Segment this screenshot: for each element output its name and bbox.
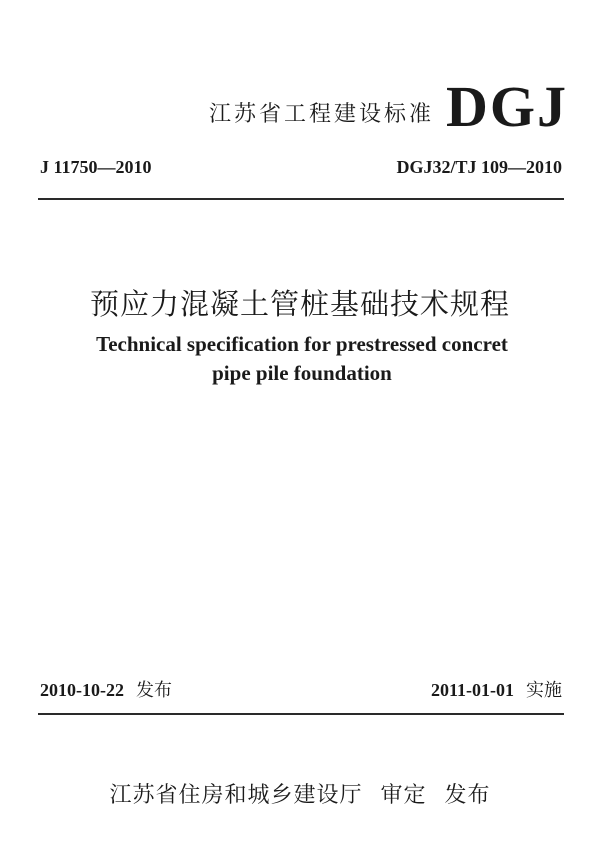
standard-number: DGJ32/TJ 109—2010 [396, 157, 562, 177]
effective-date-block [431, 676, 562, 702]
approve-label: 审定 [380, 783, 427, 808]
issue-date-block [40, 676, 172, 702]
title-english-line-1: Technical specification for prestressed concret [96, 332, 508, 356]
standard-category-name: 江苏省工程建设标准 [208, 102, 434, 127]
record-number: J 11750—2010 [40, 157, 152, 177]
publisher-line [0, 778, 600, 809]
title-english [0, 330, 600, 388]
publisher-issue-label: 发布 [444, 783, 491, 808]
bottom-divider [38, 713, 564, 715]
standard-header [0, 74, 568, 139]
issue-date: 2010-10-22 [40, 680, 124, 700]
title-chinese: 预应力混凝土管桩基础技术规程 [89, 287, 510, 321]
issue-label: 发布 [136, 680, 172, 701]
publisher-name: 江苏省住房和城乡建设厅 [109, 783, 363, 808]
effective-label: 实施 [526, 680, 562, 701]
top-divider [38, 198, 564, 200]
title-english-line-2: pipe pile foundation [212, 361, 392, 385]
effective-date: 2011-01-01 [431, 680, 514, 700]
standard-logo: DGJ [446, 74, 568, 139]
